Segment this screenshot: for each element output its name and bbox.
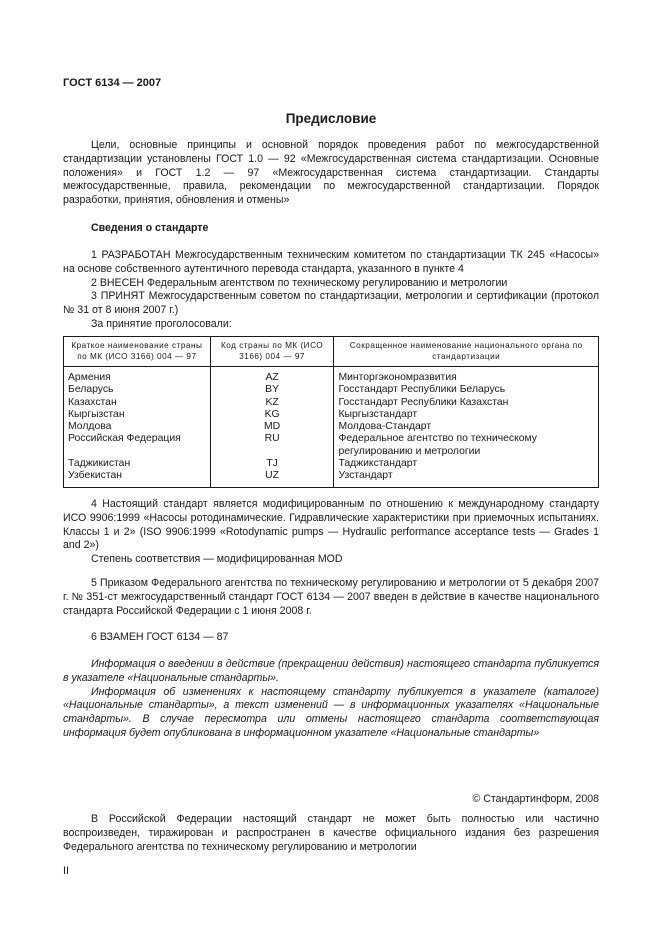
- cell-body: Госстандарт Республики Беларусь: [334, 384, 599, 396]
- item-modified: 4 Настоящий стандарт является модифицированным по отношению к международному стандарту ИСО 9906:1999 «Насосы ротодинамические. Гидравлические характеристики при приемочных испытаниях. Классы 1 и 2» (ISO 9906:1999 «Rotodynamic pumps — Hydraulic performance acceptance tests — Grades 1 and 2»): [63, 498, 599, 552]
- header-body: Сокращенное наименование национального органа по стандартизации: [334, 337, 599, 367]
- cell-body: Кыргызстандарт: [334, 409, 599, 421]
- table-row: [64, 409, 599, 421]
- cell-code: MD: [210, 421, 334, 433]
- item-developed: 1 РАЗРАБОТАН Межгосударственным техническим комитетом по стандартизации ТК 245 «Насосы» на основе собственного аутентичного перевода стандарта, указанного в пункте 4: [63, 249, 599, 275]
- cell-code: AZ: [210, 367, 334, 385]
- table-row: [64, 421, 599, 433]
- intro-text: Цели, основные принципы и основной порядок проведения работ по межгосударственной стандартизации установлены ГОСТ 1.0 — 92 «Межгосударственная система стандартизации. Основные положения» и ГОСТ 1.2 — 97 «Межгосударственная система стандартизации. Стандарты межгосударственные, правила, рекомендации по межгосударственной стандартизации. Порядок разработки, принятия, обновления и отмены»: [63, 139, 599, 207]
- cell-body: Госстандарт Республики Казахстан: [334, 397, 599, 409]
- item-introduced: 2 ВНЕСЕН Федеральным агентством по техническому регулированию и метрологии: [91, 276, 508, 289]
- cell-body: Минторгэкономразвития: [334, 367, 599, 385]
- info-changes: Информация об изменениях к настоящему стандарту публикуется в указателе (каталоге) «Национальные стандарты», а текст изменений — в информационных указателях «Национальные стандарты». В случае пересмотра или отмены настоящего стандарта соответствующая информация будет опубликована в информационном указателе «Национальные стандарты»: [63, 685, 599, 739]
- document-header: ГОСТ 6134 — 2007: [63, 77, 162, 89]
- cell-code: KZ: [210, 397, 334, 409]
- voting-table: [63, 336, 599, 488]
- cell-country: Казахстан: [64, 397, 211, 409]
- cell-country: Российская Федерация: [64, 433, 211, 458]
- cell-body: Молдова-Стандарт: [334, 421, 599, 433]
- cell-country: Таджикистан: [64, 458, 211, 470]
- cell-body: Узстандарт: [334, 470, 599, 487]
- item-order: 5 Приказом Федерального агентства по техническому регулированию и метрологии от 5 декабря 2007 г. № 351-ст межгосударственный стандарт ГОСТ 6134 — 2007 введен в действие в качестве национального стандарта Российской Федерации с 1 июня 2008 г.: [63, 577, 599, 617]
- cell-country: Молдова: [64, 421, 211, 433]
- section-subheading: Сведения о стандарте: [91, 222, 209, 234]
- cell-body: Таджикстандарт: [334, 458, 599, 470]
- table-row: [64, 433, 599, 458]
- order-paragraph: [63, 577, 599, 618]
- table-row: [64, 470, 599, 487]
- table-row: [64, 458, 599, 470]
- page-title: Предисловие: [285, 111, 377, 126]
- header-code: Код страны по МК (ИСО 3166) 004 — 97: [210, 337, 334, 367]
- cell-code: BY: [210, 384, 334, 396]
- cell-body: Федеральное агентство по техническому регулированию и метрологии: [334, 433, 599, 458]
- table-row: [64, 397, 599, 409]
- conformity-degree: Степень соответствия — модифицированная MOD: [91, 553, 343, 566]
- cell-country: Кыргызстан: [64, 409, 211, 421]
- cell-code: UZ: [210, 470, 334, 487]
- cell-code: TJ: [210, 458, 334, 470]
- copyright-notice: © Стандартинформ, 2008: [472, 793, 599, 805]
- modification-block: [63, 498, 599, 567]
- header-country: Краткое наименование страны по МК (ИСО 3166) 004 — 97: [64, 337, 211, 367]
- item-replaces: 6 ВЗАМЕН ГОСТ 6134 — 87: [91, 631, 229, 643]
- table-header-row: [64, 337, 599, 367]
- cell-country: Узбекистан: [64, 470, 211, 487]
- intro-paragraph: [63, 139, 599, 208]
- cell-country: Беларусь: [64, 384, 211, 396]
- info-enactment: Информация о введении в действие (прекращении действия) настоящего стандарта публикуется в указателе «Национальные стандарты».: [63, 658, 599, 684]
- cell-code: RU: [210, 433, 334, 458]
- table-row: [64, 367, 599, 385]
- cell-code: KG: [210, 409, 334, 421]
- table-row: [64, 384, 599, 396]
- rights-text: В Российской Федерации настоящий стандарт не может быть полностью или частично воспроизведен, тиражирован и распространен в качестве официального издания без разрешения Федерального агентства по техническому регулированию и метрологии: [63, 813, 599, 853]
- voted-label: За принятие проголосовали:: [91, 317, 232, 330]
- replacement-paragraph: [63, 631, 599, 645]
- page-number: II: [63, 865, 69, 877]
- standard-info-block: [63, 249, 599, 332]
- publication-info-block: [63, 658, 599, 741]
- cell-country: Армения: [64, 367, 211, 385]
- item-adopted: 3 ПРИНЯТ Межгосударственным советом по стандартизации, метрологии и сертификации (протокол № 31 от 8 июня 2007 г.): [63, 290, 599, 317]
- rights-paragraph: [63, 813, 599, 854]
